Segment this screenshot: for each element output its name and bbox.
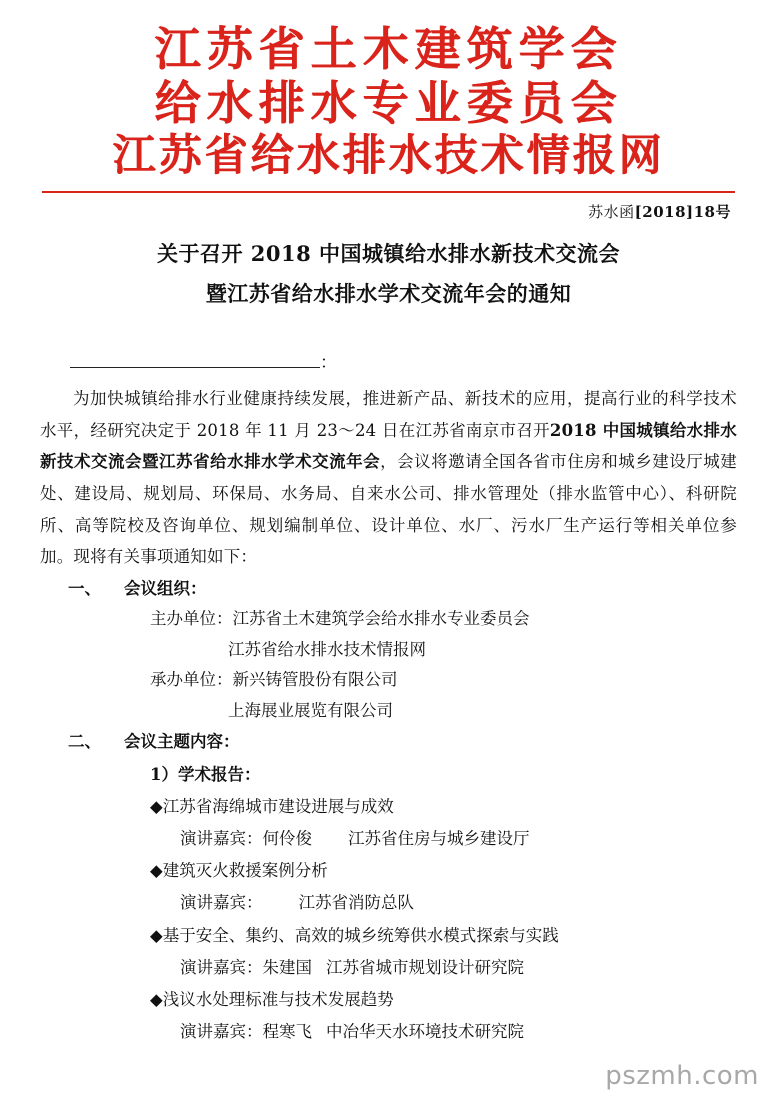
organizer-coorganizer-value: 新兴铸管股份有限公司 [232,670,398,690]
topic-speaker-name: 何伶俊 [262,829,312,848]
section-2-heading [68,726,737,757]
topic-speaker [180,952,737,984]
topic-speaker [180,887,737,919]
topic-speaker [180,823,737,855]
topic-speaker-name: 朱建国 [262,957,312,977]
body-part-1: 为加快城镇给排水行业健康持续发展，推进新产品、新技术的应用，提高行业的科学技术水平，经研究决定于 2018 年 11 月 23～24 日在江苏省南京市召开 [40,389,737,440]
body-paragraph [40,383,737,573]
section-topics [40,726,737,1048]
body-bold-phrase: 2018 中国城镇给水排水新技术交流会暨江苏省给水排水学术交流年会 [40,420,737,472]
recipient-line [70,348,737,373]
topic-speaker-org: 江苏省消防总队 [298,893,414,913]
page-title [40,234,737,314]
topic-item: ◆江苏省海绵城市建设进展与成效 [150,796,394,816]
letterhead-line-2: 给水排水专业委员会 [154,76,623,131]
letterhead-line-1: 江苏省土木建筑学会 [154,22,623,76]
document-number [40,201,737,222]
organizer-host [150,604,737,635]
document-number-suffix: 号 [715,203,731,222]
topic-item: ◆基于安全、集约、高效的城乡统筹供水模式探索与实践 [150,925,559,945]
organizer-coorganizer-value-2: 上海展业展览有限公司 [228,700,393,720]
document-number-prefix: 苏水函 [588,203,635,222]
watermark: pszmh.com [605,1061,759,1091]
topic-speaker-label: 演讲嘉宾： [180,893,263,913]
organizer-coorganizer [150,665,737,696]
topic-speaker-label: 演讲嘉宾： [180,957,263,977]
title-line-1: 关于召开 2018 中国城镇给水排水新技术交流会 [156,241,621,267]
topic-speaker-label: 演讲嘉宾： [180,829,263,848]
organizer-coorganizer-label: 承办单位： [150,670,233,690]
recipient-colon: ： [320,353,337,374]
title-line-2: 暨江苏省给水排水学术交流年会的通知 [205,281,572,307]
topic-speaker [180,1016,737,1048]
organizer-host-label: 主办单位： [150,609,233,629]
section-2-title: 会议主题内容： [124,732,240,752]
topic-speaker-org: 中冶华天水环境技术研究院 [326,1022,524,1042]
letterhead-line-3: 江苏省给水排水技术情报网 [112,130,665,181]
subsection-academic-reports: 1）学术报告： [150,764,261,784]
topic-speaker-org: 江苏省住房与城乡建设厅 [348,829,530,848]
section-1-title: 会议组织： [124,579,207,599]
section-organization [40,573,737,726]
section-1-heading [68,573,737,604]
section-2-number: 二、 [68,732,101,752]
topic-item: ◆浅议水处理标准与技术发展趋势 [150,989,394,1009]
topic-speaker-name: 程寒飞 [262,1022,312,1042]
document-number-year: [2018]18 [634,203,716,222]
topic-speaker-org: 江苏省城市规划设计研究院 [326,957,524,977]
letterhead-divider [42,191,735,193]
letterhead [40,22,737,193]
organizer-host-value-2: 江苏省给水排水技术情报网 [228,639,426,659]
body-part-2: ，会议将邀请全国各省市住房和城乡建设厅城建处、建设局、规划局、环保局、水务局、自来水公司、排水管理处（排水监管中心）、科研院所、高等院校及咨询单位、规划编制单位、设计单位、水厂、污水厂生产运行等相关单位参加。现将有关事项通知如下： [40,452,738,567]
topic-speaker-label: 演讲嘉宾： [180,1022,263,1042]
section-1-number: 一、 [68,579,101,599]
recipient-blank [70,352,320,368]
organizer-host-value: 江苏省土木建筑学会给水排水专业委员会 [232,609,530,629]
topic-item: ◆建筑灭火救援案例分析 [150,861,328,881]
